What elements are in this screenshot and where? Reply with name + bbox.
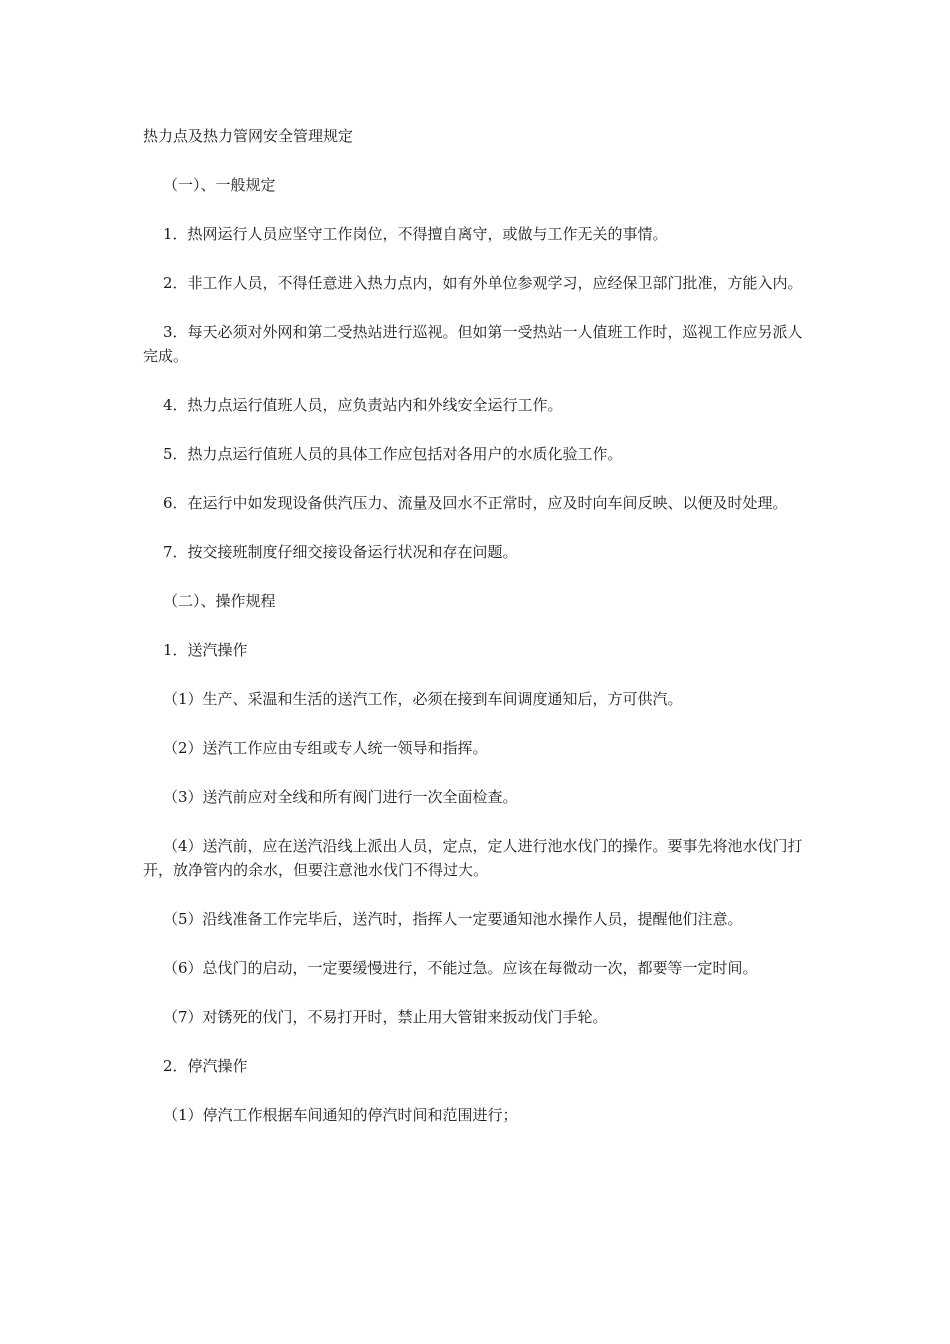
paragraph: （5）沿线准备工作完毕后，送汽时，指挥人一定要通知池水操作人员，提醒他们注意。 bbox=[163, 910, 743, 928]
document-body bbox=[143, 124, 809, 1152]
paragraph: （4）送汽前，应在送汽沿线上派出人员，定点，定人进行池水伐门的操作。要事先将池水伐门打开，放净管内的余水，但要注意池水伐门不得过大。 bbox=[143, 837, 803, 879]
paragraph: （6）总伐门的启动，一定要缓慢进行，不能过急。应该在每微动一次，都要等一定时间。 bbox=[163, 959, 758, 977]
subsection-heading: 2．停汽操作 bbox=[163, 1057, 248, 1075]
paragraph: （3）送汽前应对全线和所有阀门进行一次全面检查。 bbox=[163, 788, 518, 806]
paragraph: 6．在运行中如发现设备供汽压力、流量及回水不正常时，应及时向车间反映、以便及时处理。 bbox=[163, 494, 788, 512]
paragraph: 4．热力点运行值班人员，应负责站内和外线安全运行工作。 bbox=[163, 396, 563, 414]
paragraph: （7）对锈死的伐门，不易打开时，禁止用大管钳来扳动伐门手轮。 bbox=[163, 1008, 608, 1026]
section-heading-operation: （二）、操作规程 bbox=[163, 592, 276, 610]
section-heading-general: （一）、一般规定 bbox=[163, 176, 276, 194]
subsection-heading: 1．送汽操作 bbox=[163, 641, 248, 659]
paragraph: 5．热力点运行值班人员的具体工作应包括对各用户的水质化验工作。 bbox=[163, 445, 623, 463]
paragraph: （2）送汽工作应由专组或专人统一领导和指挥。 bbox=[163, 739, 488, 757]
paragraph: 2．非工作人员，不得任意进入热力点内，如有外单位参观学习，应经保卫部门批准，方能入内。 bbox=[163, 274, 803, 292]
document-title: 热力点及热力管网安全管理规定 bbox=[143, 127, 354, 145]
paragraph: 3．每天必须对外网和第二受热站进行巡视。但如第一受热站一人值班工作时，巡视工作应另派人完成。 bbox=[143, 323, 803, 365]
paragraph: （1）生产、采温和生活的送汽工作，必须在接到车间调度通知后，方可供汽。 bbox=[163, 690, 683, 708]
paragraph: 7．按交接班制度仔细交接设备运行状况和存在问题。 bbox=[163, 543, 518, 561]
paragraph: 1．热网运行人员应坚守工作岗位，不得擅自离守，或做与工作无关的事情。 bbox=[163, 225, 668, 243]
paragraph: （1）停汽工作根据车间通知的停汽时间和范围进行； bbox=[163, 1106, 518, 1124]
